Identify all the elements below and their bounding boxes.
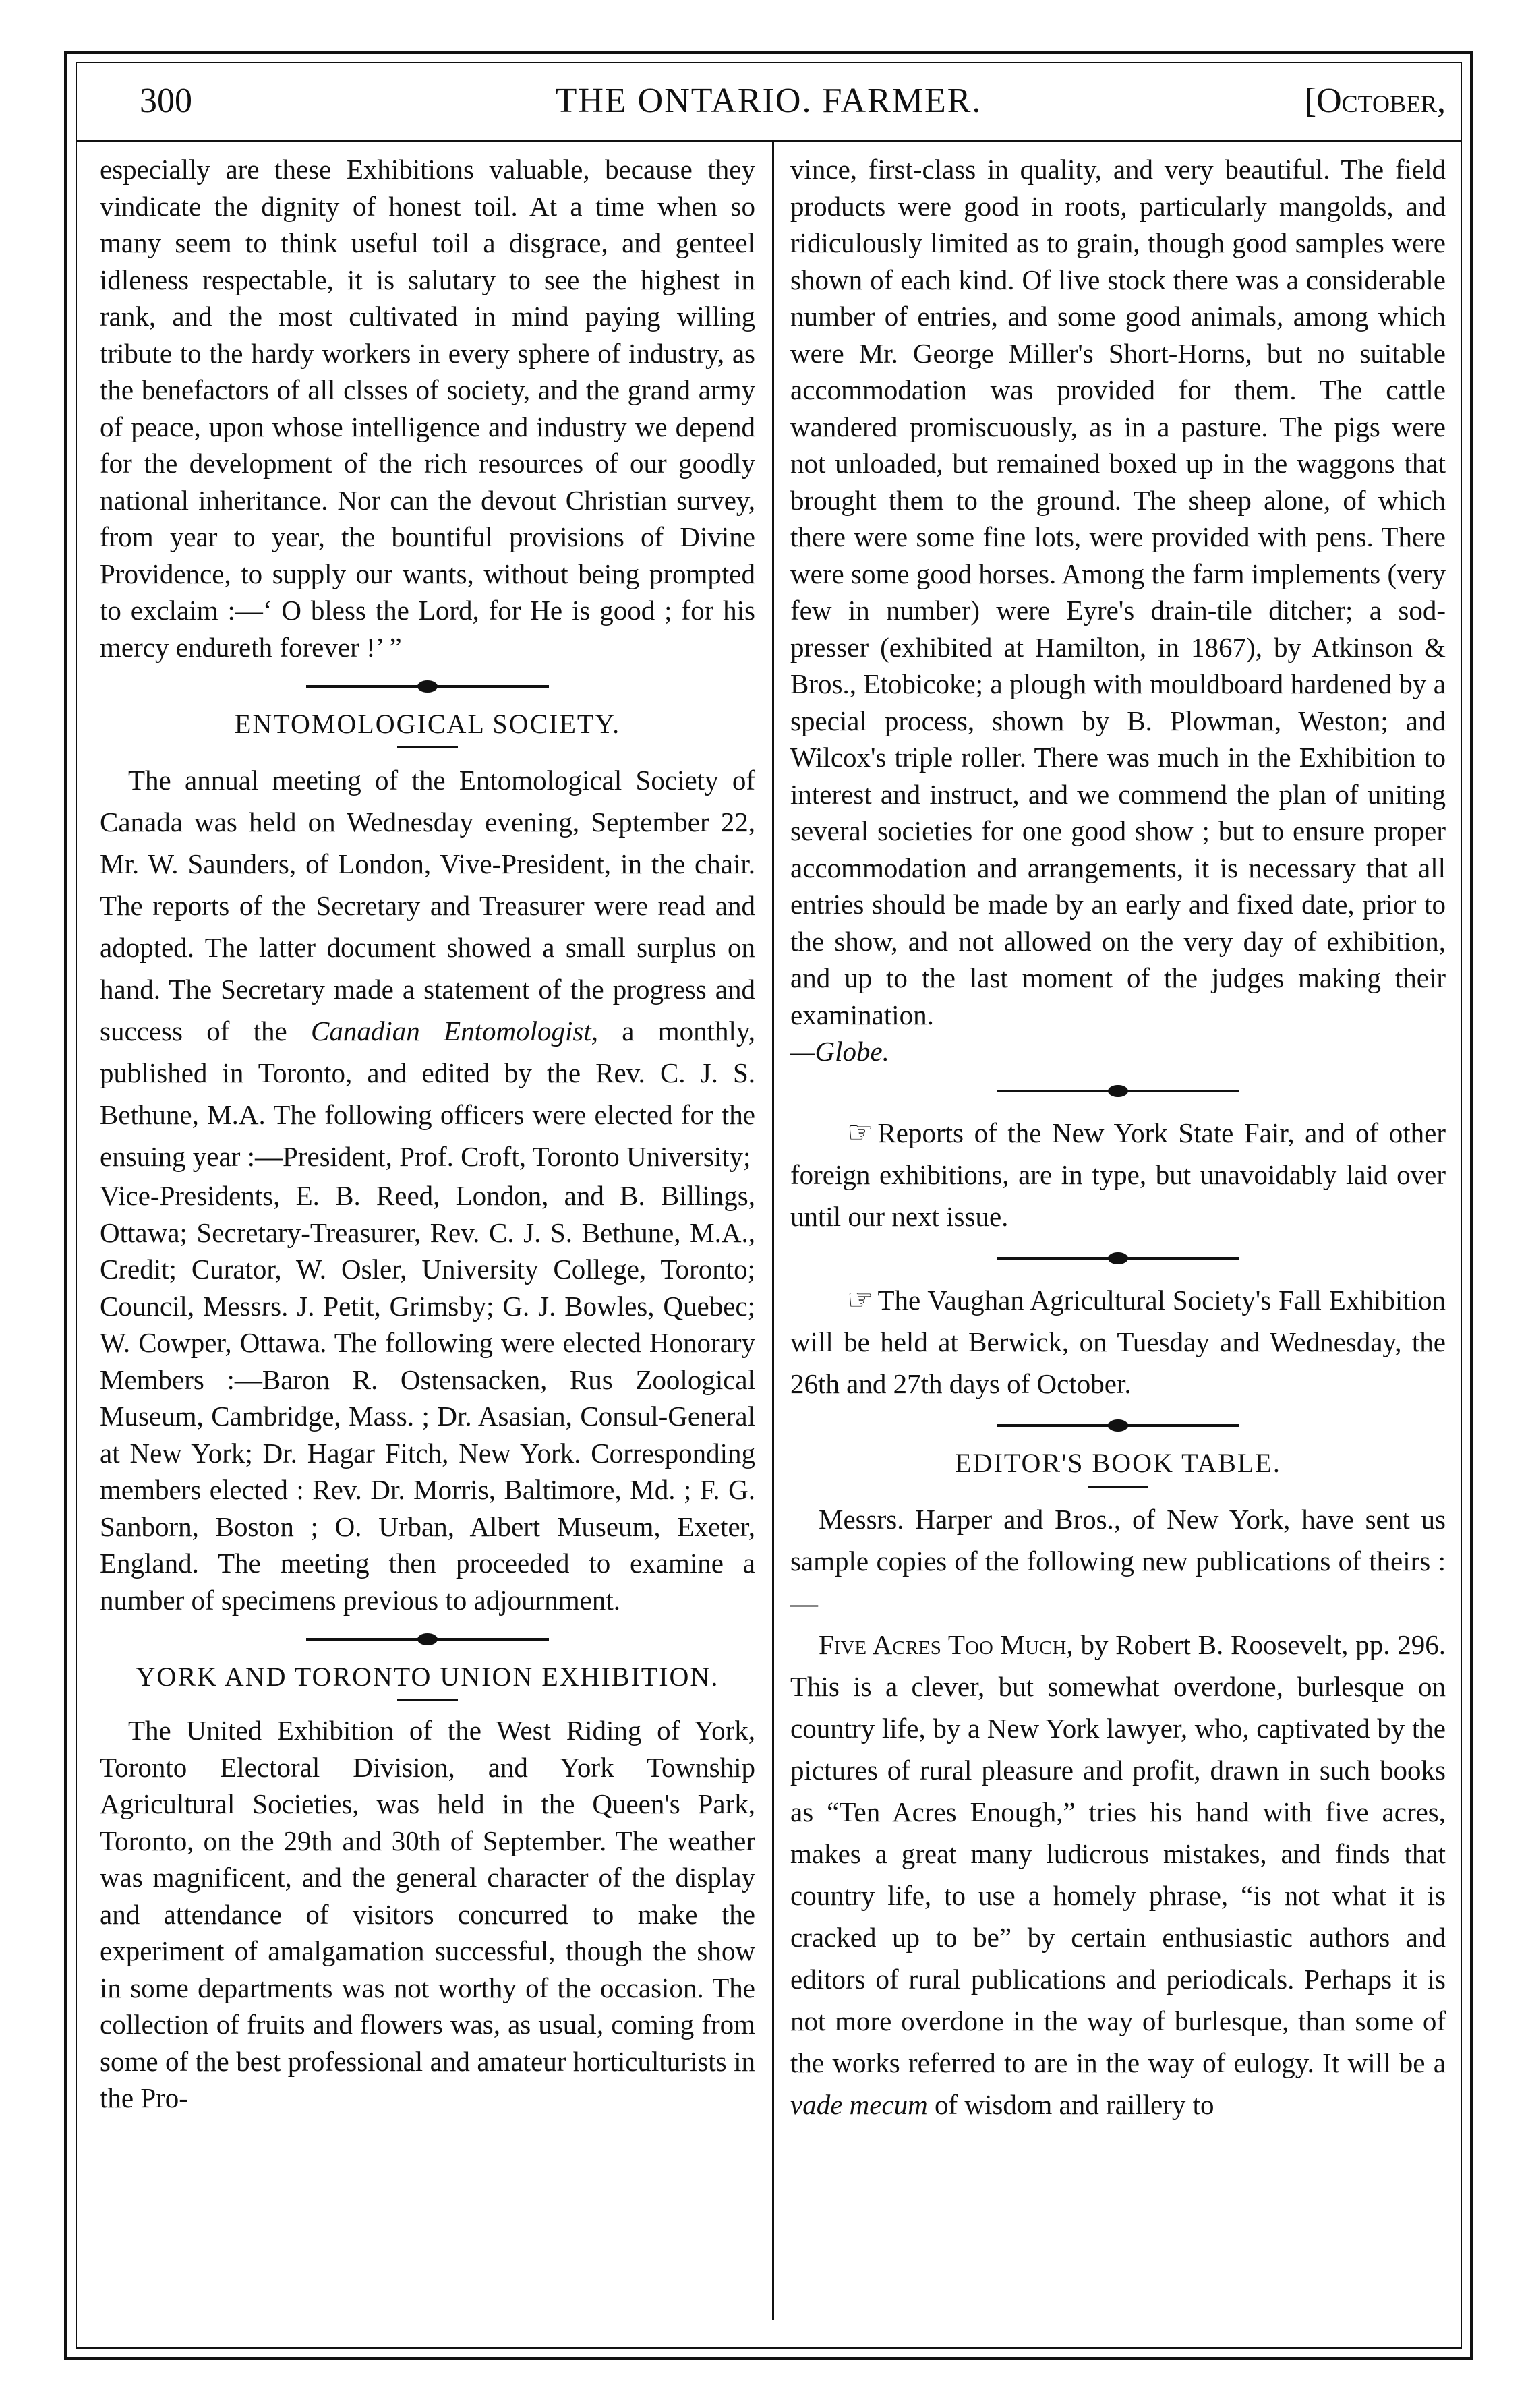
column-divider (772, 142, 774, 2320)
notice-vaughan-society: ☞ The Vaughan Agricultural Society's Fall Exhibition will be held at Berwick, on Tuesday and Wednesday, the 26th and 27th days of October. (790, 1279, 1446, 1405)
heading-rule (397, 1699, 458, 1701)
left-column (100, 151, 755, 2117)
page-header (76, 62, 1462, 142)
section-divider (997, 1250, 1239, 1267)
right-column (790, 151, 1446, 2125)
issue-month: [October, (1304, 82, 1446, 120)
running-title: THE ONTARIO. FARMER. (555, 82, 982, 120)
intro-paragraph: especially are these Exhibitions valuable, because they vindicate the dignity of honest toil. At a time when so many seem to think useful toil a disgrace, and genteel idleness respectable, it is salutary to see the highest in rank, and the most cultivated in mind paying willing tribute to the hardy workers in every sphere of industry, as the benefactors of all clsses of society, and the grand army of peace, upon whose intelligence and industry we depend for the development of the rich resources of our goodly national inheritance. Nor can the devout Christian survey, from year to year, the bountiful provisions of Divine Providence, to supply our wants, without being prompted to exclaim :—‘ O bless the Lord, for He is good ; for his mercy endureth forever !’ ” (100, 154, 755, 663)
pointing-hand-icon: ☞ (847, 1283, 874, 1316)
york-paragraph: The United Exhibition of the West Riding of York, Toronto Electoral Division, and York Township Agricultural Societies, was held in the Queen's Park, Toronto, on the 29th and 30th of September. The weather was magnificent, and the general character of the display and attendance of visitors concurred to make the experiment of amalgamation successful, though the show in some departments was not worthy of the occasion. The collection of fruits and flowers was, as usual, coming from some of the best professional and amateur horticulturists in the Pro- (100, 1715, 755, 2113)
entomological-heading: ENTOMOLOGICAL SOCIETY. (234, 709, 621, 739)
heading-rule (1088, 1486, 1148, 1488)
book-review-paragraph: Five Acres Too Much, by Robert B. Roosevelt, pp. 296. This is a clever, but somewhat overdone, burlesque on country life, by a New York lawyer, who, captivated by the pictures of rural pleasure and profit, drawn in such books as “Ten Acres Enough,” tries his hand with five acres, makes a great many ludicrous mistakes, and finds that country life, to use a homely phrase, “is not what it is cracked up to be” by certain enthusiastic authors and editors of rural publications and periodicals. Perhaps it is not more overdone in the way of burlesque, than some of the works referred to are in the way of eulogy. It will be a vade mecum of wisdom and raillery to (790, 1628, 1446, 2120)
page-number: 300 (140, 82, 192, 120)
section-divider (306, 1631, 549, 1648)
section-divider (997, 1417, 1239, 1434)
entomological-paragraph: The annual meeting of the Entomological Society of Canada was held on Wednesday evening, September 22, Mr. W. Saunders, of London, Vive-President, in the chair. The reports of the Secretary and Treasurer were read and adopted. The latter document showed a small surplus on hand. The Secretary made a statement of the progress and success of the Canadian Entomologist, a monthly, published in Toronto, and edited by the Rev. C. J. S. Bethune, M.A. The following officers were elected for the ensuing year :—President, Prof. Croft, Toronto University; (100, 765, 755, 1172)
section-divider (306, 678, 549, 695)
york-continued: vince, first-class in quality, and very beautiful. The field products were good in roots, particularly mangolds, and ridiculously limited as to grain, though good samples were shown of each kind. Of live stock there was a considerable number of entries, and some good animals, among which were Mr. George Miller's Short-Horns, but no suitable accommodation was provided for them. The cattle wandered promiscuously, as in a pasture. The pigs were not unloaded, but remained boxed up in the waggons that brought them to the ground. The sheep alone, of which there were some fine lots, were provided with pens. There were some good horses. Among the farm implements (very few in number) were Eyre's drain-tile ditcher; a sod-presser (exhibited at Hamilton, in 1867), by Atkinson & Bros., Etobicoke; a plough with mouldboard hardened by a special process, shown by B. Plowman, Weston; and Wilcox's triple roller. There was much in the Exhibition to interest and instruct, and we commend the plan of uniting several societies for one good show ; but to ensure proper accommodation and arrangements, it is necessary that all entries should be made by an early and fixed date, prior to the show, and not allowed on the very day of exhibition, and up to the last moment of the judges making their examination. (790, 154, 1446, 1030)
pointing-hand-icon: ☞ (847, 1115, 874, 1149)
book-table-intro: Messrs. Harper and Bros., of New York, have sent us sample copies of the following new publications of theirs :— (790, 1503, 1446, 1618)
section-divider (997, 1082, 1239, 1100)
york-heading: YORK AND TORONTO UNION EXHIBITION. (136, 1662, 719, 1692)
entomological-officers: Vice-Presidents, E. B. Reed, London, and B. Billings, Ottawa; Secretary-Treasurer, Rev. C. J. S. Bethune, M.A., Credit; Curator, W. Osler, University College, Toronto; Council, Messrs. J. Petit, Grimsby; G. J. Bowles, Quebec; W. Cowper, Ottawa. The following were elected Honorary Members :—Baron R. Ostensacken, Rus Zoological Museum, Cambridge, Mass. ; Dr. Asasian, Consul-General at New York; Dr. Hagar Fitch, New York. Corresponding members elected : Rev. Dr. Morris, Baltimore, Md. ; F. G. Sanborn, Boston ; O. Urban, Albert Museum, Exeter, England. The meeting then proceeded to examine a number of specimens previous to adjournment. (100, 1180, 755, 1616)
book-table-heading: EDITOR'S BOOK TABLE. (955, 1447, 1281, 1478)
york-source: —Globe. (790, 1036, 889, 1067)
notice-new-york-fair: ☞ Reports of the New York State Fair, and of other foreign exhibitions, are in type, but unavoidably laid over until our next issue. (790, 1112, 1446, 1237)
heading-rule (397, 746, 458, 748)
